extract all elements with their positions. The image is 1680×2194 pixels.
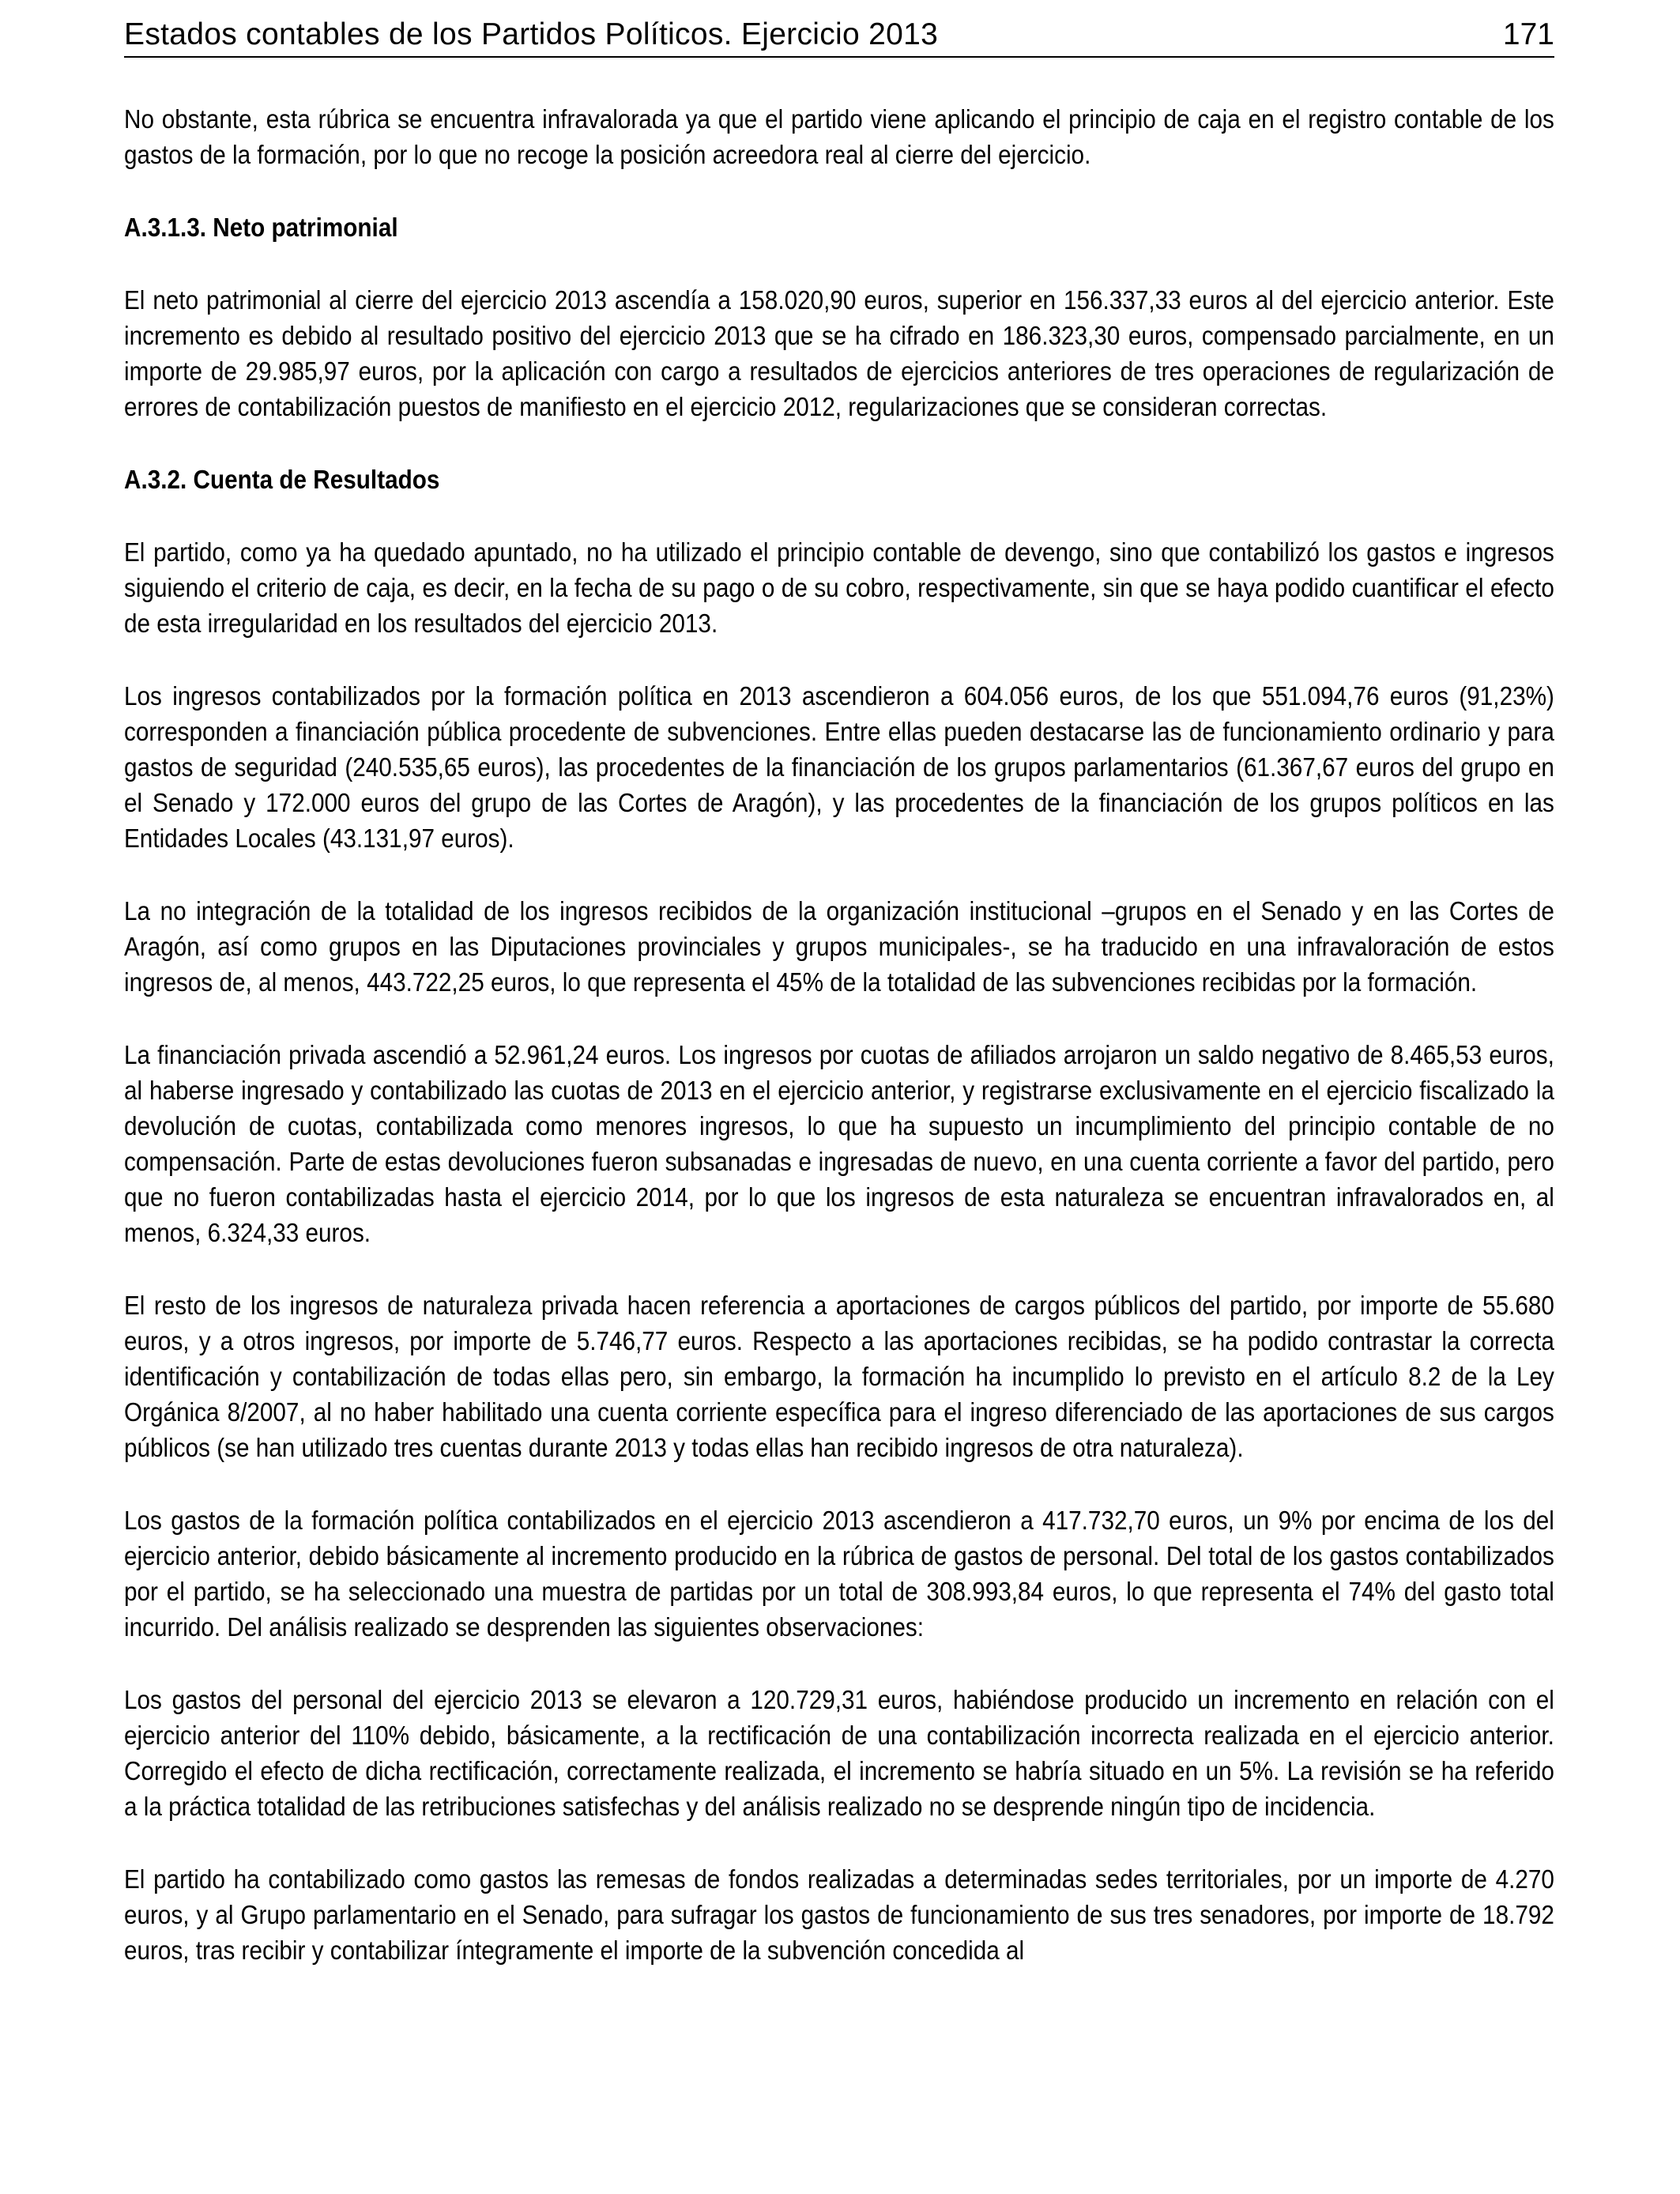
- paragraph: El partido ha contabilizado como gastos las remesas de fondos realizadas a determinadas sedes territoriales, por un importe de 4.270 euros, y al Grupo parlamentario en el Senado, para sufragar los gastos de funcionamiento de sus tres senadores, por importe de 18.792 euros, tras recibir y contabilizar íntegramente el importe de la subvención concedida al: [124, 1864, 1554, 1965]
- paragraph: La no integración de la totalidad de los ingresos recibidos de la organización institucional –grupos en el Senado y en las Cortes de Aragón, así como grupos en las Diputaciones provinciales y grupos municipales-, se ha traducido en una infravaloración de estos ingresos de, al menos, 443.722,25 euros, lo que representa el 45% de la totalidad de las subvenciones recibidas por la formación.: [124, 896, 1554, 997]
- paragraph: El partido, como ya ha quedado apuntado, no ha utilizado el principio contable de devengo, sino que contabilizó los gastos e ingresos siguiendo el criterio de caja, es decir, en la fecha de su pago o de su cobro, respectivamente, sin que se haya podido cuantificar el efecto de esta irregularidad en los resultados del ejercicio 2013.: [124, 537, 1554, 638]
- paragraph: El neto patrimonial al cierre del ejercicio 2013 ascendía a 158.020,90 euros, superior en 156.337,33 euros al del ejercicio anterior. Este incremento es debido al resultado positivo del ejercicio 2013 que se ha cifrado en 186.323,30 euros, compensado parcialmente, en un importe de 29.985,97 euros, por la aplicación con cargo a resultados de ejercicios anteriores de tres operaciones de regularización de errores de contabilización puestos de manifiesto en el ejercicio 2012, regularizaciones que se consideran correctas.: [124, 285, 1554, 421]
- paragraph: El resto de los ingresos de naturaleza privada hacen referencia a aportaciones de cargos públicos del partido, por importe de 55.680 euros, y a otros ingresos, por importe de 5.746,77 euros. Respecto a las aportaciones recibidas, se ha podido contrastar la correcta identificación y contabilización de todas ellas pero, sin embargo, la formación ha incumplido lo previsto en el artículo 8.2 de la Ley Orgánica 8/2007, al no haber habilitado una cuenta corriente específica para el ingreso diferenciado de las aportaciones de sus cargos públicos (se han utilizado tres cuentas durante 2013 y todas ellas han recibido ingresos de otra naturaleza).: [124, 1291, 1554, 1462]
- paragraph: Los ingresos contabilizados por la formación política en 2013 ascendieron a 604.056 euros, de los que 551.094,76 euros (91,23%) corresponden a financiación pública procedente de subvenciones. Entre ellas pueden destacarse las de funcionamiento ordinario y para gastos de seguridad (240.535,65 euros), las procedentes de la financiación de los grupos parlamentarios (61.367,67 euros del grupo en el Senado y 172.000 euros del grupo de las Cortes de Aragón), y las procedentes de la financiación de los grupos políticos en las Entidades Locales (43.131,97 euros).: [124, 681, 1554, 853]
- header-title: Estados contables de los Partidos Políticos. Ejercicio 2013: [124, 17, 939, 51]
- section-heading: A.3.2. Cuenta de Resultados: [124, 465, 440, 494]
- document-body: [124, 101, 1554, 1968]
- paragraph: No obstante, esta rúbrica se encuentra infravalorada ya que el partido viene aplicando el principio de caja en el registro contable de los gastos de la formación, por lo que no recoge la posición acreedora real al cierre del ejercicio.: [124, 104, 1554, 169]
- paragraph: Los gastos de la formación política contabilizados en el ejercicio 2013 ascendieron a 417.732,70 euros, un 9% por encima de los del ejercicio anterior, debido básicamente al incremento producido en la rúbrica de gastos de personal. Del total de los gastos contabilizados por el partido, se ha seleccionado una muestra de partidas por un total de 308.993,84 euros, lo que representa el 74% del gasto total incurrido. Del análisis realizado se desprenden las siguientes observaciones:: [124, 1506, 1554, 1642]
- page-header: [124, 0, 1554, 58]
- document-page: [124, 0, 1554, 2005]
- paragraph: La financiación privada ascendió a 52.961,24 euros. Los ingresos por cuotas de afiliados arrojaron un saldo negativo de 8.465,53 euros, al haberse ingresado y contabilizado las cuotas de 2013 en el ejercicio anterior, y registrarse exclusivamente en el ejercicio fiscalizado la devolución de cuotas, contabilizada como menores ingresos, lo que ha supuesto un incumplimiento del principio contable de no compensación. Parte de estas devoluciones fueron subsanadas e ingresadas de nuevo, en una cuenta corriente a favor del partido, pero que no fueron contabilizadas hasta el ejercicio 2014, por lo que los ingresos de esta naturaleza se encuentran infravalorados en, al menos, 6.324,33 euros.: [124, 1040, 1554, 1247]
- page-number: 171: [1502, 17, 1554, 51]
- section-heading: A.3.1.3. Neto patrimonial: [124, 213, 398, 242]
- paragraph: Los gastos del personal del ejercicio 2013 se elevaron a 120.729,31 euros, habiéndose producido un incremento en relación con el ejercicio anterior del 110% debido, básicamente, a la rectificación de una contabilización incorrecta realizada en el ejercicio anterior. Corregido el efecto de dicha rectificación, correctamente realizada, el incremento se habría situado en un 5%. La revisión se ha referido a la práctica totalidad de las retribuciones satisfechas y del análisis realizado no se desprende ningún tipo de incidencia.: [124, 1685, 1554, 1821]
